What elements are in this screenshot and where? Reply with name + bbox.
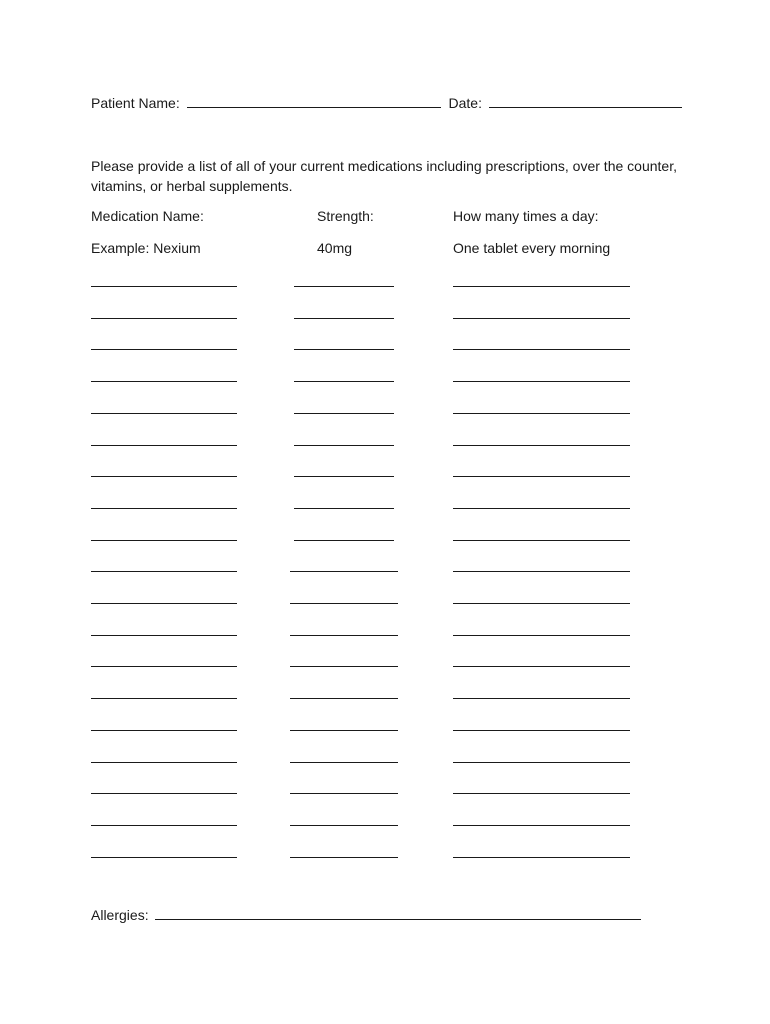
example-medication: Example: Nexium: [91, 240, 201, 256]
frequency-field[interactable]: [453, 445, 630, 446]
medication-name-field[interactable]: [91, 413, 237, 414]
medication-name-field[interactable]: [91, 793, 237, 794]
medication-name-field[interactable]: [91, 445, 237, 446]
frequency-field[interactable]: [453, 349, 630, 350]
strength-field[interactable]: [294, 286, 394, 287]
medication-name-field[interactable]: [91, 571, 237, 572]
allergies-label: Allergies:: [91, 907, 149, 923]
strength-field[interactable]: [290, 793, 398, 794]
frequency-field[interactable]: [453, 825, 630, 826]
strength-field[interactable]: [294, 349, 394, 350]
column-header-frequency: How many times a day:: [453, 208, 599, 224]
column-header-medication: Medication Name:: [91, 208, 204, 224]
strength-field[interactable]: [290, 603, 398, 604]
patient-name-field[interactable]: [187, 94, 441, 108]
frequency-field[interactable]: [453, 381, 630, 382]
date-field[interactable]: [489, 94, 682, 108]
strength-field[interactable]: [290, 762, 398, 763]
medication-name-field[interactable]: [91, 762, 237, 763]
medication-name-field[interactable]: [91, 476, 237, 477]
frequency-field[interactable]: [453, 286, 630, 287]
strength-field[interactable]: [290, 825, 398, 826]
strength-field[interactable]: [290, 571, 398, 572]
medication-name-field[interactable]: [91, 635, 237, 636]
frequency-field[interactable]: [453, 730, 630, 731]
frequency-field[interactable]: [453, 698, 630, 699]
strength-field[interactable]: [290, 730, 398, 731]
allergies-row: [91, 906, 641, 923]
medication-name-field[interactable]: [91, 318, 237, 319]
frequency-field[interactable]: [453, 635, 630, 636]
strength-field[interactable]: [294, 445, 394, 446]
strength-field[interactable]: [290, 857, 398, 858]
medication-name-field[interactable]: [91, 540, 237, 541]
frequency-field[interactable]: [453, 857, 630, 858]
example-strength: 40mg: [317, 240, 353, 256]
frequency-field[interactable]: [453, 318, 630, 319]
strength-field[interactable]: [290, 635, 398, 636]
medication-name-field[interactable]: [91, 698, 237, 699]
strength-field[interactable]: [290, 698, 398, 699]
frequency-field[interactable]: [453, 508, 630, 509]
medication-name-field[interactable]: [91, 857, 237, 858]
frequency-field[interactable]: [453, 762, 630, 763]
frequency-field[interactable]: [453, 666, 630, 667]
frequency-field[interactable]: [453, 413, 630, 414]
strength-field[interactable]: [294, 381, 394, 382]
strength-field[interactable]: [294, 318, 394, 319]
patient-name-row: [91, 94, 682, 111]
strength-field[interactable]: [294, 508, 394, 509]
medication-name-field[interactable]: [91, 666, 237, 667]
strength-field[interactable]: [290, 666, 398, 667]
strength-field[interactable]: [294, 476, 394, 477]
example-frequency: One tablet every morning: [453, 240, 611, 256]
frequency-field[interactable]: [453, 603, 630, 604]
medication-name-field[interactable]: [91, 730, 237, 731]
allergies-field[interactable]: [155, 906, 641, 920]
medication-name-field[interactable]: [91, 603, 237, 604]
column-header-strength: Strength:: [317, 208, 374, 224]
medication-name-field[interactable]: [91, 349, 237, 350]
strength-field[interactable]: [294, 540, 394, 541]
date-label: Date:: [448, 95, 482, 111]
instructions-text: Please provide a list of all of your current medications including prescriptions, over the counter, vitamins, or herbal supplements.: [91, 158, 677, 194]
frequency-field[interactable]: [453, 571, 630, 572]
strength-field[interactable]: [294, 413, 394, 414]
frequency-field[interactable]: [453, 540, 630, 541]
patient-name-label: Patient Name:: [91, 95, 180, 111]
medication-name-field[interactable]: [91, 381, 237, 382]
frequency-field[interactable]: [453, 793, 630, 794]
medication-name-field[interactable]: [91, 286, 237, 287]
medication-name-field[interactable]: [91, 508, 237, 509]
frequency-field[interactable]: [453, 476, 630, 477]
medication-name-field[interactable]: [91, 825, 237, 826]
